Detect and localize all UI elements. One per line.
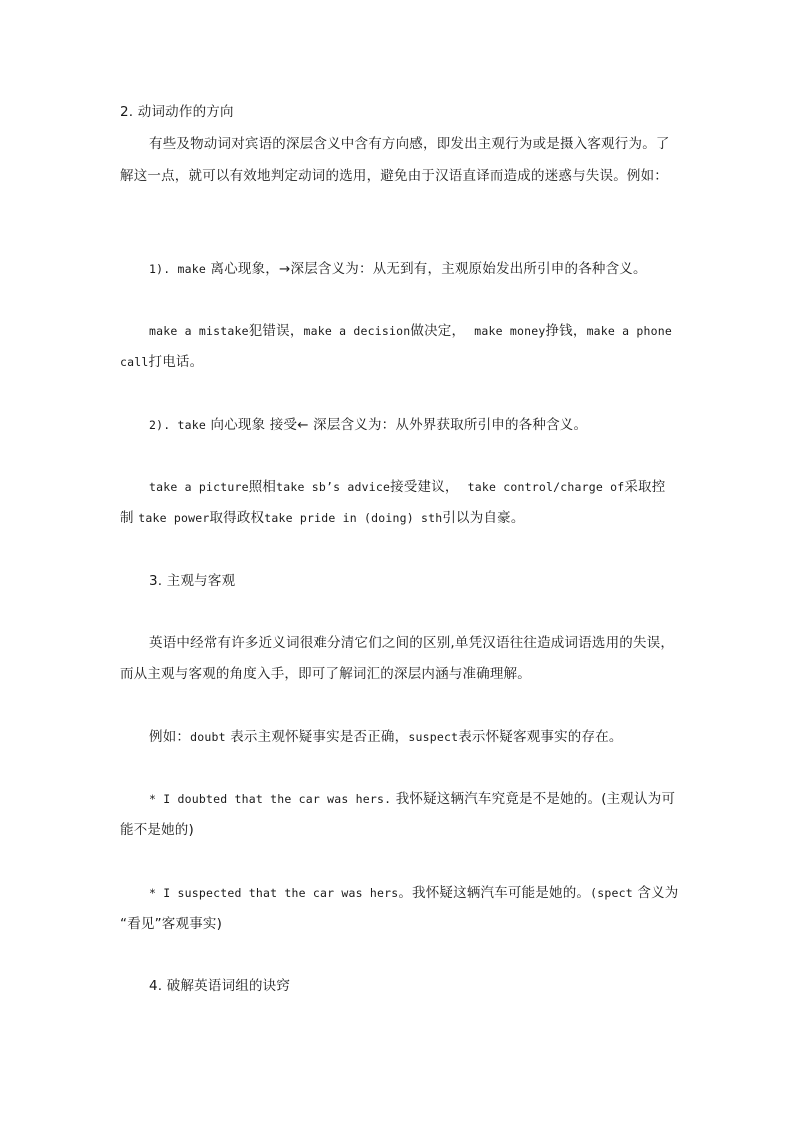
section-2-heading-text: 2. 动词动作的方向 (120, 104, 234, 120)
intro-text-1: 有些及物动词对宾语的深层含义中含有方向感，即发出主观行为或是摄入客观行为。了 (149, 136, 670, 152)
make-example-fragment: make a mistake (149, 324, 249, 338)
example-doubt-text-2: 能不是她的) (120, 822, 194, 838)
make-example-fragment: call (120, 355, 149, 369)
make-example-fragment: 做决定， (410, 323, 475, 339)
example-doubt-fragment: 我怀疑这辆汽车究竟是不是她的。(主观认为可 (391, 791, 676, 807)
make-item-text: 离心现象，→深层含义为：从无到有，主观原始发出所引申的各种含义。 (206, 261, 647, 277)
example-suspect-fragment: 含义为 (632, 885, 679, 901)
make-examples-line-2 (120, 352, 203, 372)
example-suspect-line-2 (120, 914, 222, 934)
take-example-fragment: take sb’s advice (276, 480, 391, 494)
section-4-heading-text: 4. 破解英语词组的诀窍 (149, 978, 291, 994)
section-3-heading (149, 571, 235, 591)
make-example-fragment: 打电话。 (148, 354, 204, 370)
take-example-fragment: take control/charge of (467, 480, 625, 494)
take-example-fragment: take a picture (149, 480, 249, 494)
doubt-suspect-fragment: 表示怀疑客观事实的存在。 (458, 729, 623, 745)
doubt-suspect-fragment: suspect (408, 730, 459, 744)
section-3-para-line-2 (120, 664, 531, 684)
make-example-fragment: make a decision (303, 324, 411, 338)
make-example-fragment: 犯错误， (248, 323, 304, 339)
make-example-fragment: make a phone (586, 324, 673, 338)
section-3-para-text-2: 而从主观与客观的角度入手，即可了解词汇的深层内涵与准确理解。 (120, 666, 531, 682)
section-2-intro-line-1 (149, 134, 670, 154)
example-suspect-fragment: (spect (590, 886, 633, 900)
doubt-suspect-fragment: 表示主观怀疑事实是否正确， (225, 729, 409, 745)
section-3-heading-text: 3. 主观与客观 (149, 573, 236, 589)
make-example-fragment: make money (474, 324, 546, 338)
take-item-text: 向心现象 接受← 深层含义为：从外界获取所引申的各种含义。 (206, 417, 588, 433)
take-item (149, 415, 587, 435)
section-3-para-line-1 (149, 633, 674, 653)
take-example-fragment: 采取控 (624, 479, 666, 495)
make-item (149, 259, 647, 279)
example-suspect-line-1 (149, 883, 678, 903)
intro-text-2: 解这一点，就可以有效地判定动词的选用，避免由于汉语直译而造成的迷惑与失误。例如： (120, 168, 668, 184)
take-examples-line-1 (149, 477, 665, 497)
take-example-fragment: take power (138, 511, 210, 525)
section-4-heading (149, 976, 290, 996)
example-suspect-fragment: 。我怀疑这辆汽车可能是她的。 (398, 885, 591, 901)
make-item-prefix: 1). make (149, 262, 206, 276)
take-example-fragment: 取得政权 (209, 510, 265, 526)
take-item-prefix: 2). take (149, 418, 206, 432)
section-2-heading (120, 102, 234, 122)
take-example-fragment: 引以为自豪。 (442, 510, 525, 526)
example-doubt-line-2 (120, 820, 194, 840)
take-example-fragment: 接受建议， (390, 479, 468, 495)
example-suspect-text-2: “看见”客观事实) (120, 916, 223, 932)
doubt-suspect-line (149, 727, 623, 747)
example-doubt-line-1 (149, 789, 675, 809)
section-3-para-text-1: 英语中经常有许多近义词很难分清它们之间的区别,单凭汉语往往造成词语选用的失误， (149, 635, 675, 651)
example-doubt-fragment: * I doubted that the car was hers. (149, 792, 392, 806)
example-suspect-fragment: * I suspected that the car was hers (149, 886, 399, 900)
take-example-fragment: take pride in (doing) sth (264, 511, 443, 525)
doubt-suspect-fragment: doubt (190, 730, 226, 744)
doubt-suspect-fragment: 例如： (149, 729, 191, 745)
make-examples-line-1 (149, 321, 672, 341)
make-example-fragment: 挣钱， (545, 323, 587, 339)
take-example-fragment: 制 (120, 510, 139, 526)
take-example-fragment: 照相 (248, 479, 277, 495)
section-2-intro-line-2 (120, 166, 668, 186)
take-examples-line-2 (120, 508, 525, 528)
